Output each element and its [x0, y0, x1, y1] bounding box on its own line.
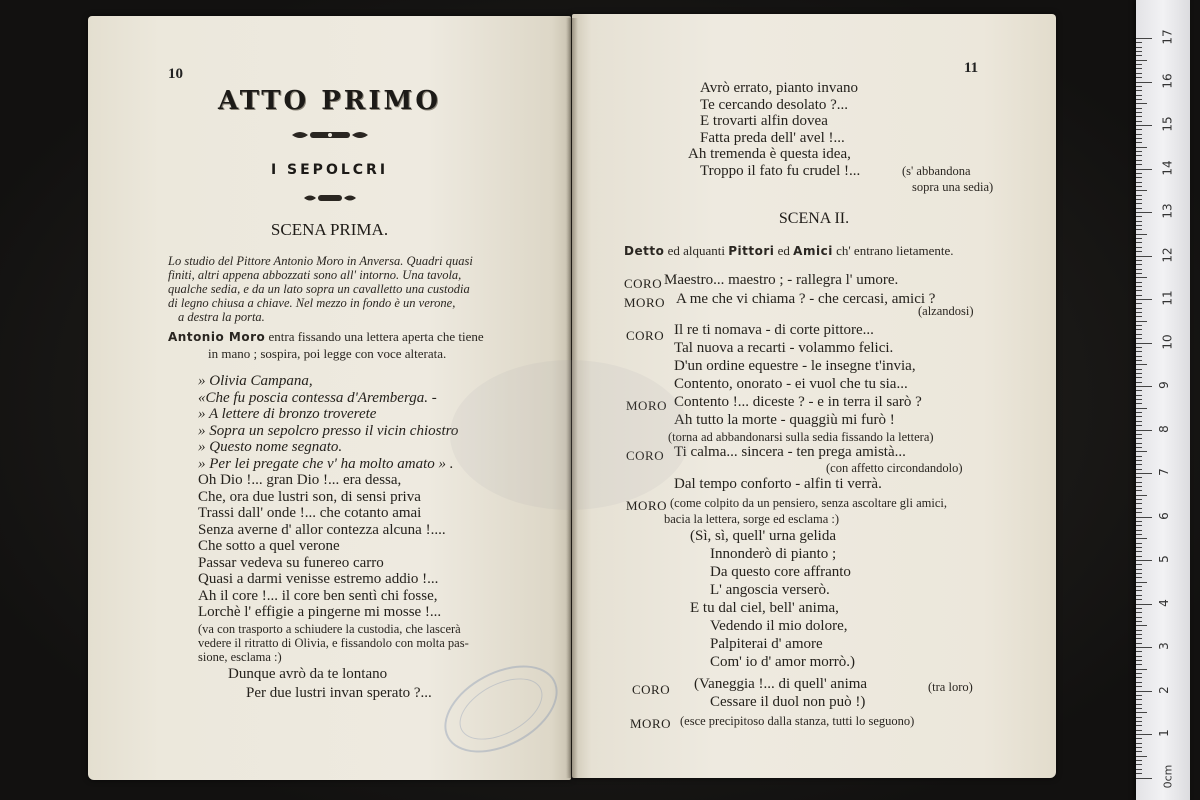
- ruler-tick: [1136, 647, 1152, 648]
- verse-line: Te cercando desolato ?...: [700, 96, 849, 113]
- ruler-tick: [1136, 586, 1142, 587]
- ruler-tick: [1136, 738, 1142, 739]
- ruler-tick: [1136, 695, 1142, 696]
- ruler-tick: [1136, 617, 1142, 618]
- ruler-tick: [1136, 64, 1142, 65]
- stage-line: qualche sedia, e da un lato sopra un cavalletto una custodia: [168, 282, 470, 296]
- verse-line: Che sotto a quel verone: [198, 538, 340, 554]
- speaker-label: CORO: [626, 448, 665, 463]
- speaker-label: CORO: [626, 328, 665, 343]
- measurement-ruler: [1136, 0, 1190, 800]
- ruler-tick: [1136, 673, 1142, 674]
- ruler-tick: [1136, 164, 1142, 165]
- ruler-tick: [1136, 234, 1147, 235]
- stage-note: (come colpito da un pensiero, senza ascoltare gli amici,: [670, 496, 947, 510]
- ruler-tick: [1136, 634, 1142, 635]
- ruler-tick: [1136, 295, 1142, 296]
- ruler-tick: [1136, 725, 1142, 726]
- ruler-number: 2: [1156, 685, 1171, 694]
- ruler-tick: [1136, 708, 1142, 709]
- ruler-tick: [1136, 434, 1142, 435]
- entrance-text: ed alquanti: [664, 243, 729, 258]
- ruler-tick: [1136, 121, 1142, 122]
- verse-line: Quasi a darmi venisse estremo addio !...: [198, 571, 439, 587]
- ornament-divider-icon: [88, 128, 571, 146]
- ruler-tick: [1136, 477, 1142, 478]
- verse-line: Oh Dio !... gran Dio !... era dessa,: [198, 472, 402, 488]
- ruler-tick: [1136, 286, 1142, 287]
- stage-note: (s' abbandona: [902, 164, 971, 178]
- ruler-tick: [1136, 343, 1152, 344]
- ruler-number: 7: [1156, 468, 1171, 476]
- verse-line: Ah tremenda è questa idea,: [688, 146, 851, 162]
- ruler-tick: [1136, 508, 1142, 509]
- ruler-tick: [1136, 55, 1142, 56]
- ruler-tick: [1136, 225, 1142, 226]
- ruler-tick: [1136, 425, 1142, 426]
- ruler-tick: [1136, 216, 1142, 217]
- ruler-tick: [1136, 656, 1142, 657]
- stage-line: di legno chiusa a chiave. Nel mezzo in fondo è un verone,: [168, 296, 456, 310]
- ruler-unit: 0cm: [1161, 764, 1175, 789]
- ruler-tick: [1136, 251, 1142, 252]
- speaker-label: MORO: [626, 398, 668, 413]
- ruler-tick: [1136, 447, 1142, 448]
- ruler-tick: [1136, 199, 1142, 200]
- ruler-tick: [1136, 638, 1142, 639]
- ruler-tick: [1136, 503, 1142, 504]
- stage-note: (alzandosi): [918, 304, 974, 318]
- ruler-tick: [1136, 451, 1147, 452]
- verse-line: Fatta preda dell' avel !...: [700, 129, 845, 146]
- ruler-tick: [1136, 730, 1142, 731]
- ruler-tick: [1136, 229, 1142, 230]
- ruler-tick: [1136, 521, 1142, 522]
- ruler-tick: [1136, 277, 1147, 278]
- verse-lines: [198, 472, 446, 621]
- ruler-tick: [1136, 699, 1142, 700]
- entrance-text: ed: [774, 243, 794, 258]
- ruler-tick: [1136, 769, 1142, 770]
- ruler-tick: [1136, 177, 1142, 178]
- letter-line: » Questo nome segnato.: [198, 439, 343, 455]
- ruler-number: 6: [1156, 511, 1171, 520]
- ruler-tick: [1136, 651, 1142, 652]
- dialogue-line: Contento !... diceste ? - e in terra il sarò ?: [674, 394, 922, 410]
- entrance-line-2: in mano ; sospira, poi legge con voce alterata.: [208, 346, 447, 361]
- speaker-label: MORO: [630, 716, 672, 731]
- stage-note-line: sione, esclama :): [198, 650, 282, 664]
- ruler-tick: [1136, 499, 1142, 500]
- letter-line: » A lettere di bronzo troverete: [198, 406, 377, 422]
- ruler-tick: [1136, 677, 1142, 678]
- ruler-tick: [1136, 51, 1142, 52]
- ruler-tick: [1136, 373, 1142, 374]
- ruler-tick: [1136, 464, 1142, 465]
- ruler-number: 17: [1160, 29, 1175, 45]
- verse-line: Ah il core !... il core ben sentì chi fosse,: [198, 587, 438, 604]
- ruler-number: 3: [1156, 642, 1171, 650]
- letter-line: «Che fu poscia contessa d'Aremberga. -: [198, 389, 437, 406]
- ornament-small-icon: [88, 190, 571, 208]
- ruler-tick: [1136, 403, 1142, 404]
- ruler-tick: [1136, 473, 1152, 474]
- ruler-tick: [1136, 129, 1142, 130]
- ruler-tick: [1136, 273, 1142, 274]
- ruler-tick: [1136, 312, 1142, 313]
- ruler-tick: [1136, 412, 1142, 413]
- ruler-tick: [1136, 364, 1147, 365]
- dialogue-line: Com' io d' amor morrò.): [710, 654, 855, 670]
- dialogue-line: Cessare il duol non può !): [710, 694, 866, 710]
- stage-note: (esce precipitoso dalla stanza, tutti lo seguono): [680, 714, 915, 728]
- ruler-tick: [1136, 321, 1147, 322]
- ruler-tick: [1136, 138, 1142, 139]
- dialogue-line: Da questo core affranto: [710, 564, 851, 580]
- ruler-tick: [1136, 238, 1142, 239]
- entrance-line: [624, 244, 954, 258]
- ruler-tick: [1136, 551, 1142, 552]
- stage-direction: [168, 254, 520, 324]
- dialogue-line: Contento, onorato - ei vuol che tu sia...: [674, 376, 908, 392]
- dialogue-line: Palpiterai d' amore: [710, 636, 823, 652]
- ruler-tick: [1136, 747, 1142, 748]
- ruler-number: 5: [1156, 555, 1171, 563]
- ruler-tick: [1136, 155, 1142, 156]
- ruler-tick: [1136, 95, 1142, 96]
- ruler-number: 15: [1160, 116, 1175, 132]
- verse-line: Avrò errato, pianto invano: [700, 80, 859, 96]
- ruler-tick: [1136, 108, 1142, 109]
- stage-note: sopra una sedia): [912, 180, 994, 194]
- ruler-number: 9: [1156, 381, 1171, 389]
- ruler-tick: [1136, 438, 1142, 439]
- library-stamp: [430, 648, 571, 771]
- ruler-tick: [1136, 42, 1142, 43]
- closing-line: Dunque avrò da te lontano: [228, 666, 388, 682]
- ruler-tick: [1136, 669, 1147, 670]
- ruler-tick: [1136, 264, 1142, 265]
- character-name: Antonio Moro: [168, 330, 266, 344]
- ruler-tick: [1136, 621, 1142, 622]
- page-number-right: 11: [964, 60, 979, 76]
- entrance-text: entra fissando una lettera aperta che tiene: [265, 329, 484, 344]
- stage-note-line: (va con trasporto a schiudere la custodia, che lascerà: [198, 622, 461, 636]
- ruler-tick: [1136, 560, 1152, 561]
- ruler-tick: [1136, 577, 1142, 578]
- ruler-tick: [1136, 664, 1142, 665]
- ruler-tick: [1136, 751, 1142, 752]
- ruler-number: 4: [1156, 598, 1171, 607]
- ruler-tick: [1136, 756, 1147, 757]
- verse-line: E trovarti alfin dovea: [700, 113, 828, 129]
- stage-note: (torna ad abbandonarsi sulla sedia fissando la lettera): [668, 430, 934, 444]
- verse-line: Troppo il fato fu crudel !...: [700, 162, 861, 179]
- ruler-tick: [1136, 704, 1142, 705]
- ruler-tick: [1136, 151, 1142, 152]
- ruler-tick: [1136, 517, 1152, 518]
- ruler-tick: [1136, 530, 1142, 531]
- stage-line: a destra la porta.: [178, 310, 265, 324]
- ruler-tick: [1136, 421, 1142, 422]
- ruler-tick: [1136, 147, 1147, 148]
- dialogue-line: L' angoscia verserò.: [710, 582, 830, 598]
- ruler-number: 14: [1160, 159, 1175, 176]
- ruler-tick: [1136, 112, 1142, 113]
- dialogue-line: (Vaneggia !... di quell' anima: [694, 676, 868, 692]
- speaker-label: MORO: [624, 295, 666, 310]
- ruler-tick: [1136, 338, 1142, 339]
- ruler-tick: [1136, 77, 1142, 78]
- dialogue-line: Ah tutto la morte - quaggiù mi furò !: [674, 412, 895, 428]
- ruler-tick: [1136, 556, 1142, 557]
- ruler-tick: [1136, 86, 1142, 87]
- verse-line: Lorchè l' effigie a pingerne mi mosse !...: [198, 604, 442, 620]
- ruler-tick: [1136, 534, 1142, 535]
- ruler-tick: [1136, 482, 1142, 483]
- ruler-tick: [1136, 190, 1147, 191]
- ruler-tick: [1136, 712, 1147, 713]
- dialogue-line: Tal nuova a recarti - volammo felici.: [674, 340, 894, 356]
- ruler-tick: [1136, 208, 1142, 209]
- ruler-tick: [1136, 390, 1142, 391]
- letter-lines: [198, 373, 458, 472]
- act-subtitle: I SEPOLCRI: [270, 162, 389, 178]
- ruler-tick: [1136, 525, 1142, 526]
- ruler-tick: [1136, 590, 1142, 591]
- stage-line: Lo studio del Pittore Antonio Moro in Anversa. Quadri quasi: [168, 254, 473, 268]
- ruler-tick: [1136, 764, 1142, 765]
- ruler-tick: [1136, 691, 1152, 692]
- ruler-tick: [1136, 90, 1142, 91]
- ruler-tick: [1136, 186, 1142, 187]
- ruler-tick: [1136, 743, 1142, 744]
- entrance-line: [168, 330, 548, 344]
- speaker-label: CORO: [624, 276, 663, 291]
- ruler-tick: [1136, 203, 1142, 204]
- ruler-tick: [1136, 569, 1142, 570]
- verse-line: Trassi dall' onde !... che cotanto amai: [198, 505, 422, 521]
- ruler-tick: [1136, 103, 1147, 104]
- stage-line: finiti, altri appena abbozzati sono all' intorno. Una tavola,: [168, 268, 462, 282]
- stage-note: (tra loro): [928, 680, 973, 694]
- act-title: ATTO PRIMO: [218, 86, 441, 116]
- ruler-tick: [1136, 538, 1147, 539]
- ruler-tick: [1136, 543, 1142, 544]
- stage-note: [198, 622, 548, 664]
- speaker-label: CORO: [632, 682, 671, 697]
- watermark: [450, 360, 690, 510]
- ruler-tick: [1136, 778, 1152, 779]
- ruler-tick: [1136, 734, 1152, 735]
- ruler-tick: [1136, 682, 1142, 683]
- stage-note-line: vedere il ritratto di Olivia, e fissandolo con molta pas-: [198, 636, 469, 650]
- character-name: Detto: [624, 244, 665, 258]
- ruler-tick: [1136, 660, 1142, 661]
- ruler-tick: [1136, 73, 1142, 74]
- ruler-tick: [1136, 99, 1142, 100]
- letter-line: » Sopra un sepolcro presso il vicin chiostro: [198, 422, 459, 439]
- ruler-tick: [1136, 416, 1142, 417]
- ruler-tick: [1136, 116, 1142, 117]
- ruler-tick: [1136, 408, 1147, 409]
- closing-line: Per due lustri invan sperato ?...: [246, 685, 432, 701]
- ruler-tick: [1136, 38, 1152, 39]
- ruler-tick: [1136, 169, 1152, 170]
- ruler-number: 12: [1160, 246, 1175, 263]
- ruler-tick: [1136, 142, 1142, 143]
- ruler-tick: [1136, 686, 1142, 687]
- ruler-tick: [1136, 490, 1142, 491]
- dialogue-line: A me che vi chiama ? - che cercasi, amici ?: [676, 291, 936, 307]
- dialogue-line: Innonderò di pianto ;: [710, 546, 837, 562]
- ruler-tick: [1136, 195, 1142, 196]
- stage-note: bacia la lettera, sorge ed esclama :): [664, 512, 840, 526]
- ruler-tick: [1136, 308, 1142, 309]
- ruler-tick: [1136, 329, 1142, 330]
- ruler-tick: [1136, 351, 1142, 352]
- entrance-text: ch' entrano lietamente.: [832, 243, 954, 258]
- character-name: Amici: [793, 244, 833, 258]
- ruler-tick: [1136, 303, 1142, 304]
- ruler-tick: [1136, 212, 1152, 213]
- ruler-tick: [1136, 386, 1152, 387]
- ruler-tick: [1136, 573, 1142, 574]
- dialogue-line: E tu dal ciel, bell' anima,: [690, 600, 839, 616]
- ruler-tick: [1136, 377, 1142, 378]
- ruler-tick: [1136, 60, 1147, 61]
- ruler-tick: [1136, 242, 1142, 243]
- ruler-tick: [1136, 256, 1152, 257]
- stage-note: (con affetto circondandolo): [826, 461, 963, 475]
- dialogue-line: (Sì, sì, quell' urna gelida: [690, 528, 837, 544]
- dialogue-line: Il re ti nomava - di corte pittore...: [674, 322, 874, 338]
- ruler-tick: [1136, 269, 1142, 270]
- ruler-tick: [1136, 564, 1142, 565]
- ruler-tick: [1136, 760, 1142, 761]
- dialogue-line: Dal tempo conforto - alfin ti verrà.: [674, 476, 882, 492]
- page-number-left: 10: [168, 66, 183, 82]
- ruler-tick: [1136, 325, 1142, 326]
- ruler-tick: [1136, 247, 1142, 248]
- ruler-tick: [1136, 608, 1142, 609]
- ruler-tick: [1136, 356, 1142, 357]
- ruler-tick: [1136, 443, 1142, 444]
- ruler-tick: [1136, 182, 1142, 183]
- ruler-tick: [1136, 469, 1142, 470]
- ruler-number: 13: [1160, 203, 1175, 219]
- dialogue-line: Ti calma... sincera - ten prega amistà...: [674, 444, 906, 460]
- ruler-tick: [1136, 643, 1142, 644]
- verse-line: Passar vedeva su funereo carro: [198, 554, 384, 571]
- ruler-number: 1: [1156, 729, 1171, 737]
- ruler-tick: [1136, 595, 1142, 596]
- ruler-tick: [1136, 512, 1142, 513]
- ruler-tick: [1136, 495, 1147, 496]
- ruler-tick: [1136, 612, 1142, 613]
- ruler-tick: [1136, 547, 1142, 548]
- ruler-tick: [1136, 721, 1142, 722]
- ruler-tick: [1136, 582, 1147, 583]
- ruler-tick: [1136, 221, 1142, 222]
- ruler-number: 10: [1160, 333, 1175, 350]
- ruler-tick: [1136, 360, 1142, 361]
- ruler-tick: [1136, 382, 1142, 383]
- ruler-tick: [1136, 430, 1152, 431]
- dialogue-line: Vedendo il mio dolore,: [710, 618, 848, 634]
- scene-heading-left: SCENA PRIMA.: [270, 220, 389, 239]
- ruler-tick: [1136, 125, 1152, 126]
- dialogue-line: Maestro... maestro ; - rallegra l' umore.: [664, 272, 899, 288]
- ruler-tick: [1136, 460, 1142, 461]
- ruler-tick: [1136, 160, 1142, 161]
- ruler-tick: [1136, 486, 1142, 487]
- letter-line: » Per lei pregate che v' ha molto amato » .: [198, 455, 454, 472]
- ruler-number: 16: [1160, 72, 1175, 89]
- ruler-number: 8: [1156, 424, 1171, 433]
- ruler-tick: [1136, 369, 1142, 370]
- ruler-tick: [1136, 334, 1142, 335]
- ruler-tick: [1136, 773, 1142, 774]
- scene-heading-right: SCENA II.: [778, 210, 850, 227]
- ruler-tick: [1136, 134, 1142, 135]
- ruler-tick: [1136, 299, 1152, 300]
- ruler-tick: [1136, 456, 1142, 457]
- ruler-tick: [1136, 625, 1147, 626]
- ruler-tick: [1136, 717, 1142, 718]
- ruler-tick: [1136, 173, 1142, 174]
- ruler-tick: [1136, 604, 1152, 605]
- ruler-tick: [1136, 260, 1142, 261]
- ruler-tick: [1136, 399, 1142, 400]
- ruler-tick: [1136, 82, 1152, 83]
- letter-line: » Olivia Campana,: [198, 373, 313, 389]
- ruler-tick: [1136, 47, 1142, 48]
- ruler-tick: [1136, 282, 1142, 283]
- ruler-tick: [1136, 68, 1142, 69]
- verse-line: Che, ora due lustri son, di sensi priva: [198, 488, 421, 505]
- ruler-tick: [1136, 316, 1142, 317]
- dialogue-line: D'un ordine equestre - le insegne t'invia,: [674, 358, 916, 374]
- character-name: Pittori: [728, 244, 775, 258]
- speaker-label: MORO: [626, 498, 668, 513]
- ruler-number: 11: [1160, 290, 1175, 306]
- ruler-tick: [1136, 395, 1142, 396]
- verse-line: Senza averne d' allor contezza alcuna !....: [198, 521, 446, 538]
- ruler-tick: [1136, 290, 1142, 291]
- top-verse-lines: [688, 80, 861, 179]
- ruler-tick: [1136, 599, 1142, 600]
- ruler-tick: [1136, 347, 1142, 348]
- ruler-tick: [1136, 630, 1142, 631]
